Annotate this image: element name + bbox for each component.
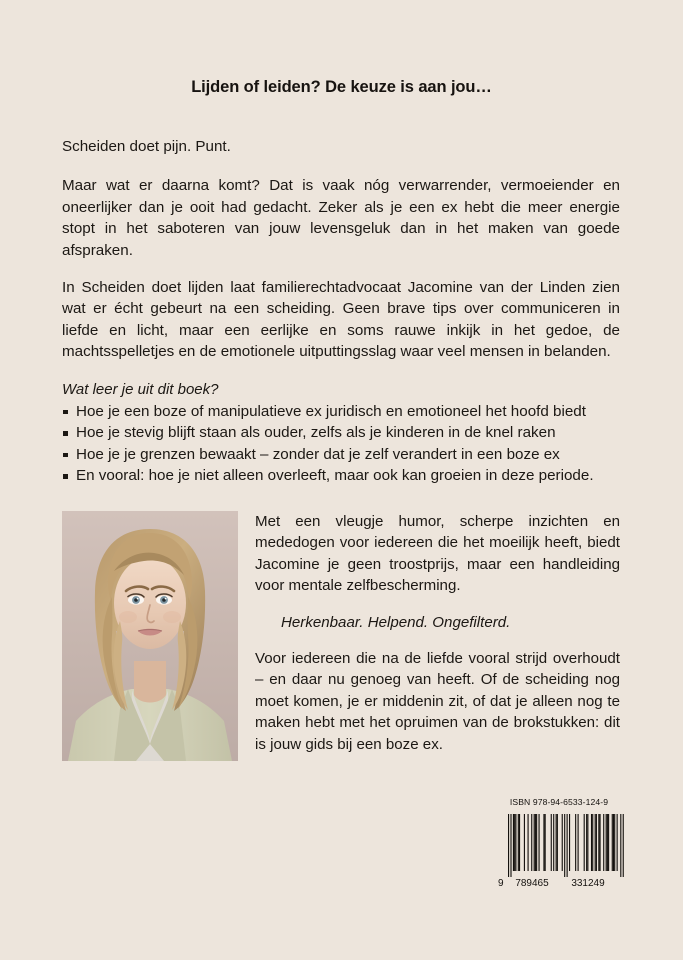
list-item [62,401,620,423]
barcode-digits-middle: 789465 [515,878,549,889]
list-item-label: En vooral: hoe je niet alleen overleeft, maar ook kan groeien in deze periode. [76,467,594,485]
author-portrait-photo [62,511,238,761]
square-bullet-icon [63,410,68,415]
barcode-digits-right: 331249 [571,878,605,889]
tagline: Herkenbaar. Helpend. Ongefilterd. [281,613,511,631]
ean13-barcode [488,811,630,889]
list-item [62,465,620,487]
learn-list [62,401,620,487]
list-item [62,422,620,444]
side-paragraph-1: Met een vleugje humor, scherpe inzichten en mededogen voor iedereen die het moeilijk heeft, biedt Jacomine je geen troostprijs, maar een handleiding voor mentale zelfbescherming. [255,513,620,595]
main-text-column [62,136,620,487]
side-paragraph-2: Voor iedereen die na de liefde vooral strijd overhoudt – en daar nu genoeg van heeft. Of de scheiding nog moet komen, je er middenin zit, of dat je alleen nog te maken hebt met het opruimen van de brokstukken: dit is jouw gids bij een boze ex. [255,650,620,753]
isbn-label: ISBN 978-94-6533-124-9 [509,797,609,807]
square-bullet-icon [63,474,68,479]
list-item-label: Hoe je een boze of manipulatieve ex juridisch en emotioneel het hoofd biedt [76,402,586,420]
body-paragraph-2: In Scheiden doet lijden laat familierechtadvocaat Jacomine van der Linden zien wat er écht gebeurt na een scheiding. Geen brave tips over communiceren in liefde en licht, maar een eerlijke en soms rauwe inkijk in het gedoe, de machtsspelletjes en de emotionele uitputtingsslag waar veel mensen in belanden. [62,279,620,361]
barcode-digit-left: 9 [498,878,504,889]
learn-block-title: Wat leer je uit dit boek? [62,380,219,398]
author-side-text [255,511,620,770]
lead-paragraph: Scheiden doet pijn. Punt. [62,138,231,155]
square-bullet-icon [63,431,68,436]
isbn-barcode-area [488,797,630,889]
list-item [62,444,620,466]
square-bullet-icon [63,453,68,458]
page-title: Lijden of leiden? De keuze is aan jou… [191,78,492,96]
body-paragraph-1: Maar wat er daarna komt? Dat is vaak nóg verwarrender, vermoeiender en oneerlijker dan je ooit had gedacht. Zeker als je een ex hebt die meer energie stopt in het saboteren van jouw levensgeluk dan in het maken van goede afspraken. [62,177,620,259]
list-item-label: Hoe je stevig blijft staan als ouder, zelfs als je kinderen in de knel raken [76,424,556,442]
learn-block [62,379,620,487]
list-item-label: Hoe je je grenzen bewaakt – zonder dat je zelf verandert in een boze ex [76,445,560,463]
